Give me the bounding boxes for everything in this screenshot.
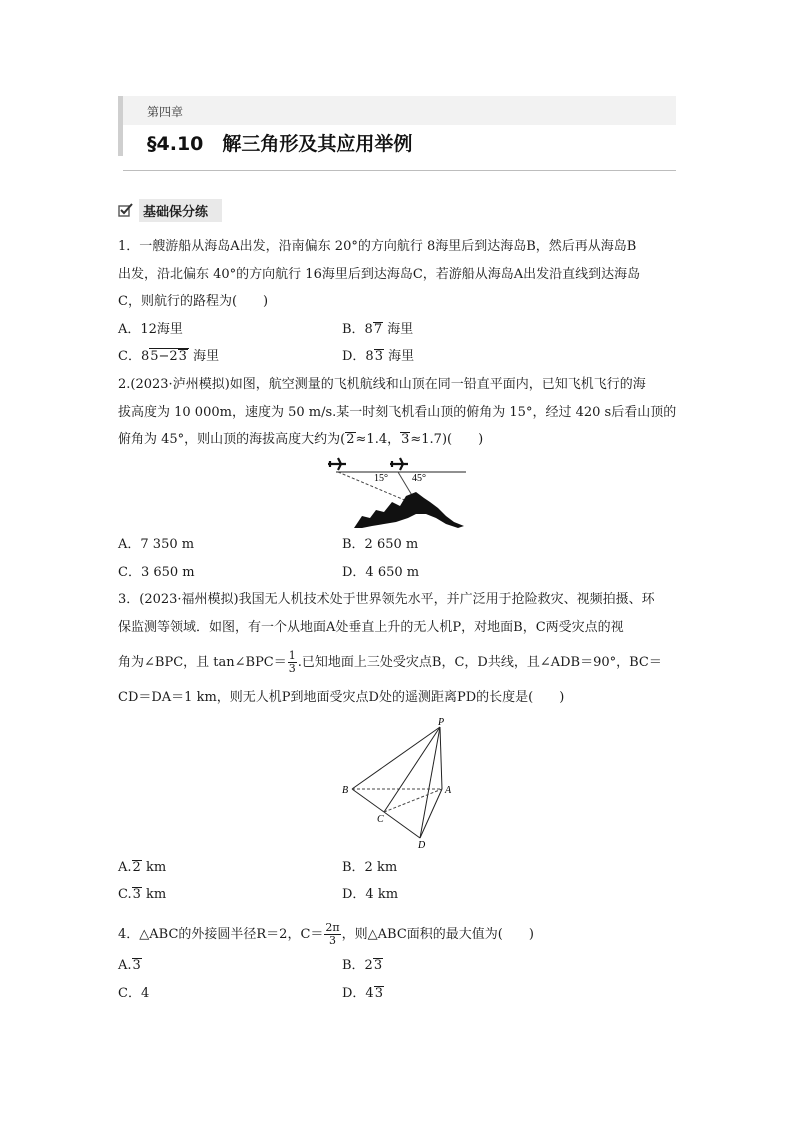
q3-line2: 保监测等领域．如图，有一个从地面A处垂直上升的无人机P，对地面B，C两受灾点的视 — [118, 620, 624, 635]
q2-line2: 拔高度为 10 000m，速度为 50 m/s.某一时刻飞机看山顶的俯角为 15°，经过 420 s后看山顶的 — [118, 405, 677, 420]
section-label: 基础保分练 — [139, 199, 222, 222]
q3-option-b: B．2 km — [342, 860, 398, 875]
angle-15-label: 15° — [374, 473, 388, 484]
airplane-icon — [390, 458, 408, 470]
q1-option-a: A．12海里 — [118, 322, 183, 337]
section-tag — [118, 200, 222, 220]
section-title: §4.10 解三角形及其应用举例 — [147, 133, 413, 155]
q4-line: 4．△ABC的外接圆半径R＝2，C＝ $\frac{2\pi}{3}$ ，则△ABC面积的最大值为( ) — [118, 921, 534, 947]
q2-option-d: D．4 650 m — [342, 565, 420, 580]
q3-option-c: C.3 km — [118, 887, 167, 902]
angle-45-label: 45° — [412, 473, 426, 484]
q2-option-a: A．7 350 m — [118, 537, 195, 552]
q3-line4: CD＝DA＝1 km，则无人机P到地面受灾点D处的遥测距离PD的长度是( ) — [118, 690, 565, 705]
q1-option-c: C．85−23 海里 — [118, 349, 220, 364]
q2-line1: 2.(2023·泸州模拟)如图，航空测量的飞机航线和山顶在同一铅直平面内，已知飞机飞行的海 — [118, 377, 646, 392]
q3-line1: 3．(2023·福州模拟)我国无人机技术处于世界领先水平，并广泛用于抢险救灾、视频拍摄、环 — [118, 592, 655, 607]
point-a-label: A — [445, 785, 452, 796]
drone-pyramid-figure — [338, 714, 462, 852]
point-c-label: C — [377, 814, 384, 825]
chapter-header — [118, 96, 676, 156]
q3-line3: 角为∠BPC，且 tan∠BPC＝ $\frac{1}{3}$ .已知地面上三处受灾点B，C，D共线，且∠ADB＝90°，BC＝ — [118, 649, 662, 675]
point-b-label: B — [342, 785, 349, 796]
q4-option-d: D．43 — [342, 986, 383, 1001]
q4-option-b: B．23 — [342, 958, 383, 973]
airplane-icon — [328, 458, 346, 470]
fraction-two-pi-over-three: $\frac{2\pi}{3}$ — [325, 921, 340, 947]
point-p-label: P — [438, 717, 445, 728]
q2-option-b: B．2 650 m — [342, 537, 419, 552]
q1-option-b: B．87 海里 — [342, 322, 414, 337]
q1-line1: 1．一艘游船从海岛A出发，沿南偏东 20°的方向航行 8海里后到达海岛B，然后再从海岛B — [118, 239, 637, 254]
q3-option-a: A.2 km — [118, 860, 167, 875]
checkbox-icon — [118, 203, 134, 217]
airplane-mountain-figure — [326, 452, 471, 532]
q2-option-c: C．3 650 m — [118, 565, 195, 580]
fraction-one-third: $\frac{1}{3}$ — [288, 649, 296, 675]
q2-line3: 俯角为 45°，则山顶的海拔高度大约为(2≈1.4，3≈1.7)( ) — [118, 432, 484, 447]
mountain-silhouette — [354, 492, 464, 528]
header-rule — [123, 170, 676, 171]
q1-line3: C，则航行的路程为( ) — [118, 294, 269, 309]
q4-option-a: A.3 — [118, 958, 141, 973]
chapter-label: 第四章 — [147, 105, 184, 119]
q1-line2: 出发，沿北偏东 40°的方向航行 16海里后到达海岛C，若游船从海岛A出发沿直线到达海岛 — [118, 267, 641, 282]
point-d-label: D — [418, 840, 426, 851]
header-band — [123, 96, 676, 125]
q4-option-c: C．4 — [118, 986, 150, 1001]
q3-option-d: D．4 km — [342, 887, 399, 902]
q1-option-d: D．83 海里 — [342, 349, 415, 364]
